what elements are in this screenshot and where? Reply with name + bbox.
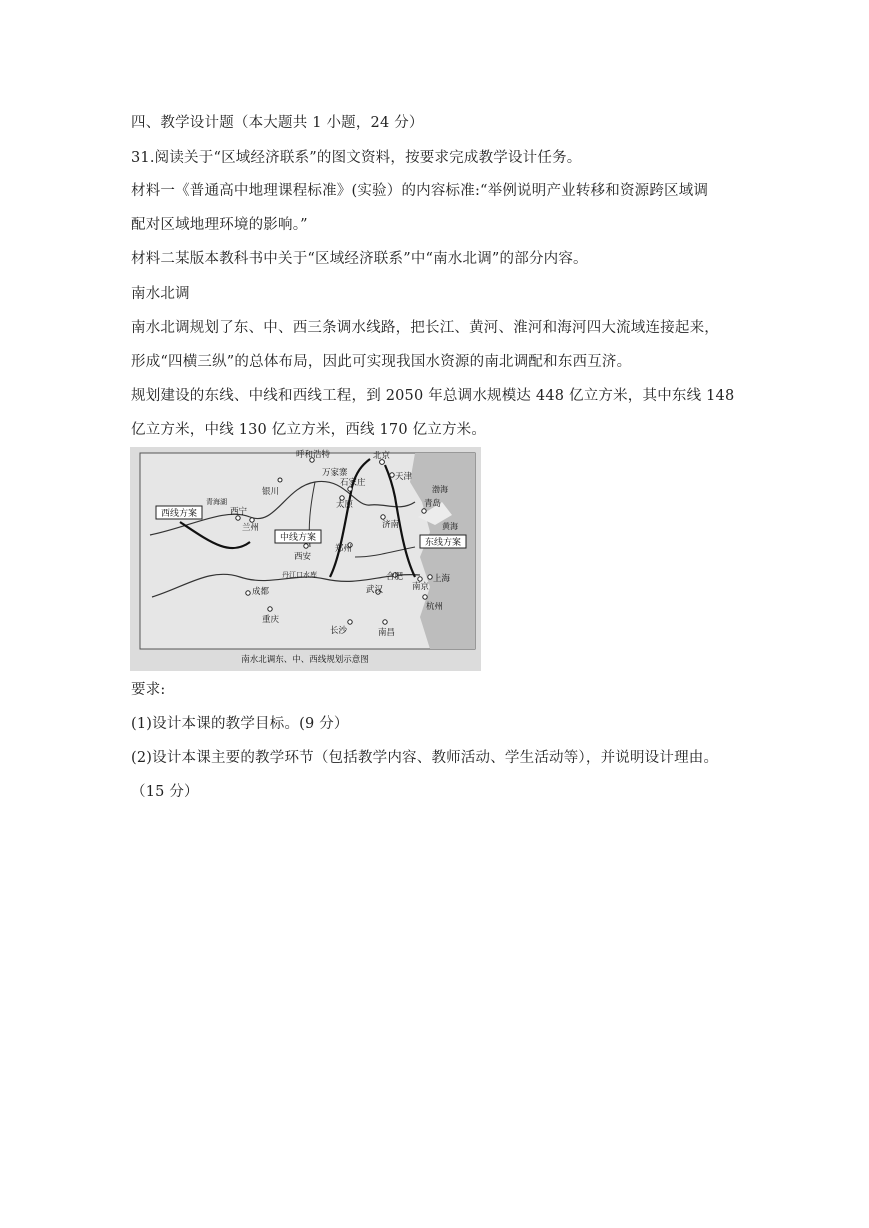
svg-text:银川: 银川 xyxy=(262,487,280,497)
svg-text:重庆: 重庆 xyxy=(262,615,280,625)
svg-text:南昌: 南昌 xyxy=(378,628,396,638)
requirement-2-line-2: （15 分） xyxy=(131,784,199,800)
svg-text:西线方案: 西线方案 xyxy=(160,509,198,519)
svg-text:青岛: 青岛 xyxy=(424,499,442,509)
svg-text:杭州: 杭州 xyxy=(426,602,444,612)
paragraph-2-line-2: 亿立方米，中线 130 亿立方米，西线 170 亿立方米。 xyxy=(131,422,487,438)
svg-text:东线方案: 东线方案 xyxy=(424,538,462,548)
svg-text:丹江口水库: 丹江口水库 xyxy=(282,571,317,579)
svg-text:万家寨: 万家寨 xyxy=(322,468,348,478)
svg-text:太原: 太原 xyxy=(336,500,354,510)
requirement-1: (1)设计本课的教学目标。(9 分） xyxy=(131,716,349,732)
material-1-line-2: 配对区域地理环境的影响。” xyxy=(131,217,308,233)
svg-text:西宁: 西宁 xyxy=(230,507,248,517)
subtitle: 南水北调 xyxy=(131,286,190,302)
svg-text:成都: 成都 xyxy=(252,587,270,597)
svg-text:渤海: 渤海 xyxy=(432,485,448,494)
question-intro: 31.阅读关于“区域经济联系”的图文资料，按要求完成教学设计任务。 xyxy=(131,150,582,166)
requirements-title: 要求: xyxy=(131,682,166,698)
paragraph-1-line-1: 南水北调规划了东、中、西三条调水线路，把长江、黄河、淮河和海河四大流域连接起来， xyxy=(131,320,719,336)
svg-text:青海湖: 青海湖 xyxy=(206,498,227,506)
svg-text:天津: 天津 xyxy=(395,472,413,482)
svg-text:济南: 济南 xyxy=(382,520,400,530)
svg-text:郑州: 郑州 xyxy=(335,544,353,554)
svg-text:北京: 北京 xyxy=(373,451,391,461)
material-1-line-1: 材料一《普通高中地理课程标准》(实验）的内容标准:“举例说明产业转移和资源跨区域调 xyxy=(131,183,709,199)
svg-text:上海: 上海 xyxy=(433,574,451,584)
middle-route-box xyxy=(275,530,321,543)
svg-text:武汉: 武汉 xyxy=(366,585,384,595)
svg-text:中线方案: 中线方案 xyxy=(279,533,317,543)
map-caption: 南水北调东、中、西线规划示意图 xyxy=(241,655,369,665)
requirement-2-line-1: (2)设计本课主要的教学环节（包括教学内容、教师活动、学生活动等），并说明设计理由。 xyxy=(131,750,719,766)
svg-text:南京: 南京 xyxy=(412,582,430,592)
svg-text:西安: 西安 xyxy=(294,552,312,562)
svg-text:兰州: 兰州 xyxy=(242,523,260,533)
south-north-water-diversion-map xyxy=(130,447,481,671)
svg-text:长沙: 长沙 xyxy=(330,626,348,636)
svg-text:合肥: 合肥 xyxy=(386,572,404,582)
svg-text:黄海: 黄海 xyxy=(442,522,458,531)
svg-text:呼和浩特: 呼和浩特 xyxy=(296,450,331,460)
material-2: 材料二某版本教科书中关于“区域经济联系”中“南水北调”的部分内容。 xyxy=(131,251,588,267)
svg-text:石家庄: 石家庄 xyxy=(340,478,366,488)
paragraph-1-line-2: 形成“四横三纵”的总体布局，因此可实现我国水资源的南北调配和东西互济。 xyxy=(131,354,632,370)
east-route-box xyxy=(420,535,466,548)
paragraph-2-line-1: 规划建设的东线、中线和西线工程，到 2050 年总调水规模达 448 亿立方米，其中东线 148 xyxy=(131,388,735,404)
section-heading: 四、教学设计题（本大题共 1 小题，24 分） xyxy=(131,115,424,131)
west-route-box xyxy=(156,506,202,519)
